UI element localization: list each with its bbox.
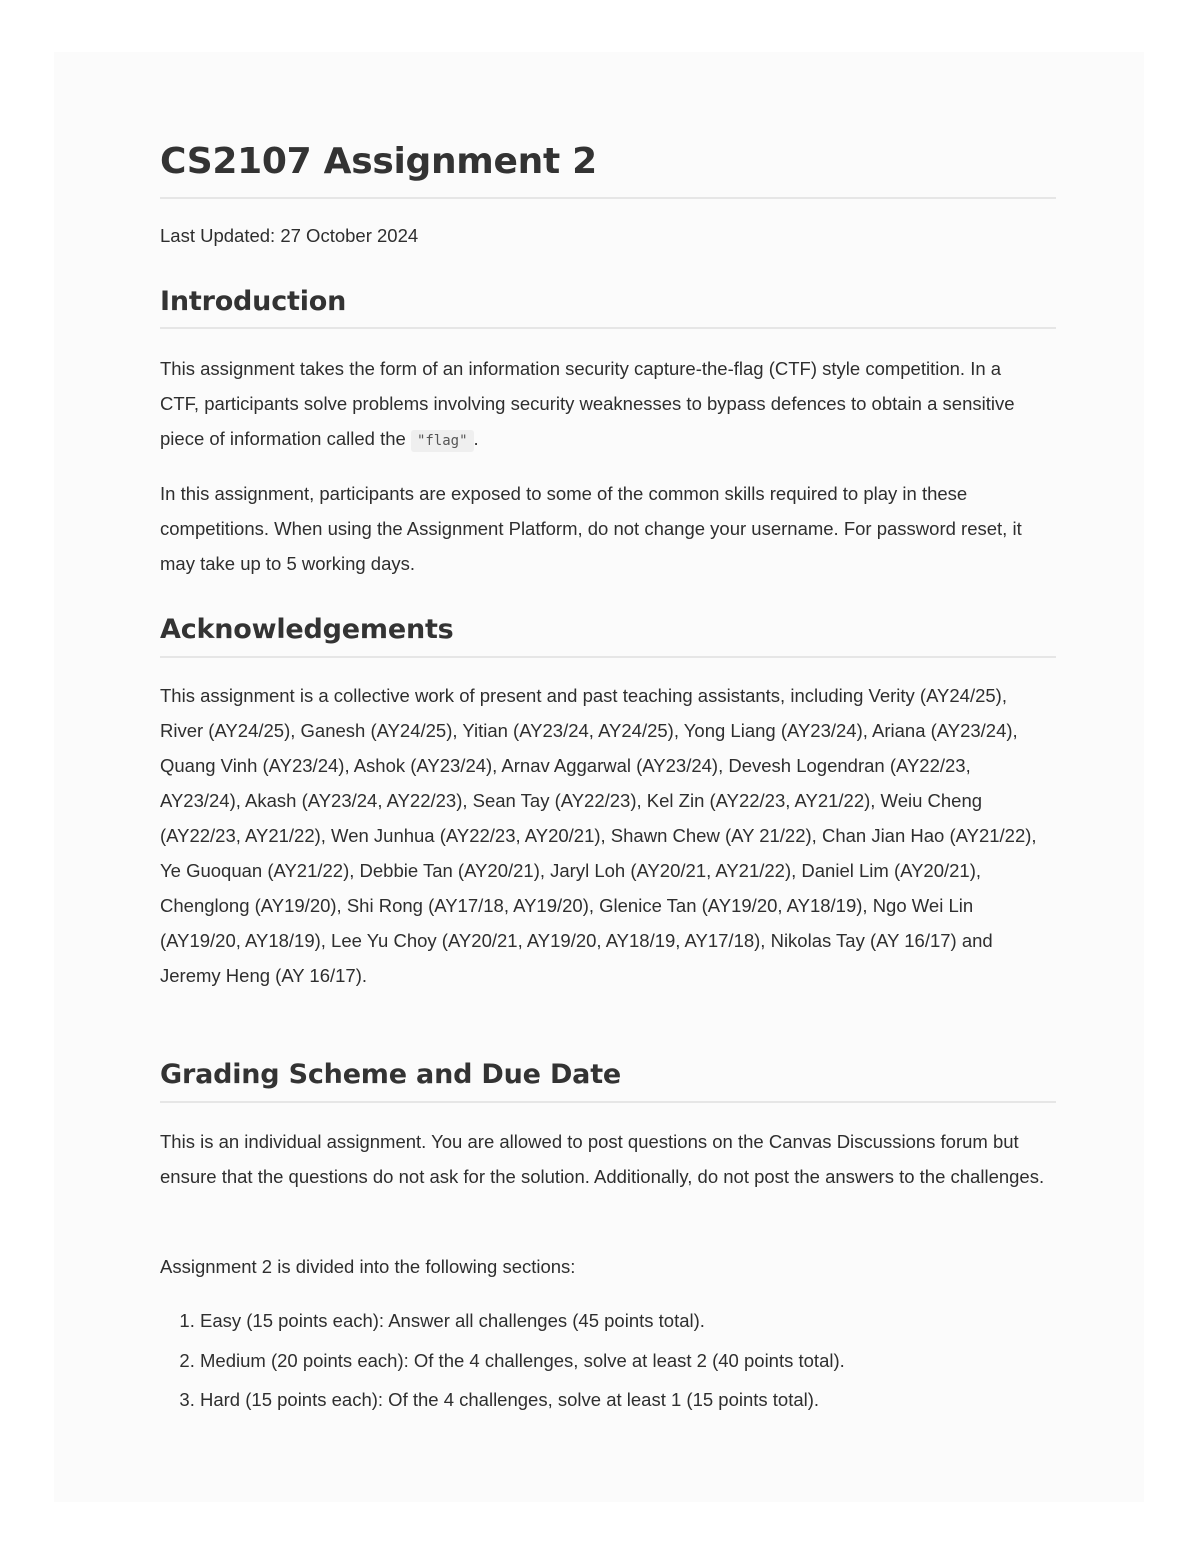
- flag-inline-code: "flag": [411, 430, 474, 452]
- introduction-heading: Introduction: [160, 286, 347, 317]
- list-item-hard: 3. Hard (15 points each): Of the 4 challenges, solve at least 1 (15 points total).: [200, 1380, 1056, 1420]
- title-divider: [160, 197, 1056, 199]
- introduction-divider: [160, 327, 1056, 329]
- grading-sections-list: [174, 1301, 1056, 1420]
- grading-divider: [160, 1101, 1056, 1103]
- page-title: CS2107 Assignment 2: [160, 141, 597, 182]
- document-page: [54, 52, 1144, 1502]
- acknowledgements-heading: Acknowledgements: [160, 614, 454, 645]
- last-updated-text: Last Updated: 27 October 2024: [160, 225, 419, 246]
- grading-paragraph-2: Assignment 2 is divided into the following sections:: [160, 1256, 576, 1277]
- list-item-medium: 2. Medium (20 points each): Of the 4 challenges, solve at least 2 (40 points total).: [200, 1341, 1056, 1381]
- grading-paragraph-1: This is an individual assignment. You are allowed to post questions on the Canvas Discussions forum but ensure that the questions do not ask for the solution. Additionally, do not post the answers to the challenges.: [160, 1131, 1045, 1187]
- grading-heading: Grading Scheme and Due Date: [160, 1059, 622, 1090]
- introduction-paragraph-1-text: This assignment takes the form of an information security capture-the-flag (CTF) style competition. In a CTF, participants solve problems involving security weaknesses to bypass defences to obtain a sensitive piece of information called the: [160, 358, 1015, 449]
- list-item-easy: 1. Easy (15 points each): Answer all challenges (45 points total).: [200, 1301, 1056, 1341]
- introduction-paragraph-2: In this assignment, participants are exposed to some of the common skills required to play in these competitions. When using the Assignment Platform, do not change your username. For password reset, it may take up to 5 working days.: [160, 483, 1022, 574]
- introduction-paragraph-1-end: .: [473, 428, 479, 449]
- acknowledgements-divider: [160, 656, 1056, 658]
- introduction-paragraph-1: [160, 351, 1040, 459]
- acknowledgements-paragraph: This assignment is a collective work of present and past teaching assistants, including Verity (AY24/25), River (AY24/25), Ganesh (AY24/25), Yitian (AY23/24, AY24/25), Yong Liang (AY23/24), Ariana (AY23/24), Quang Vinh (AY23/24), Ashok (AY23/24), Arnav Aggarwal (AY23/24), Devesh Logendran (AY22/23, AY23/24), Akash (AY23/24, AY22/23), Sean Tay (AY22/23), Kel Zin (AY22/23, AY21/22), Weiu Cheng (AY22/23, AY21/22), Wen Junhua (AY22/23, AY20/21), Shawn Chew (AY 21/22), Chan Jian Hao (AY21/22), Ye Guoquan (AY21/22), Debbie Tan (AY20/21), Jaryl Loh (AY20/21, AY21/22), Daniel Lim (AY20/21), Chenglong (AY19/20), Shi Rong (AY17/18, AY19/20), Glenice Tan (AY19/20, AY18/19), Ngo Wei Lin (AY19/20, AY18/19), Lee Yu Choy (AY20/21, AY19/20, AY18/19, AY17/18), Nikolas Tay (AY 16/17) and Jeremy Heng (AY 16/17).: [160, 685, 1037, 986]
